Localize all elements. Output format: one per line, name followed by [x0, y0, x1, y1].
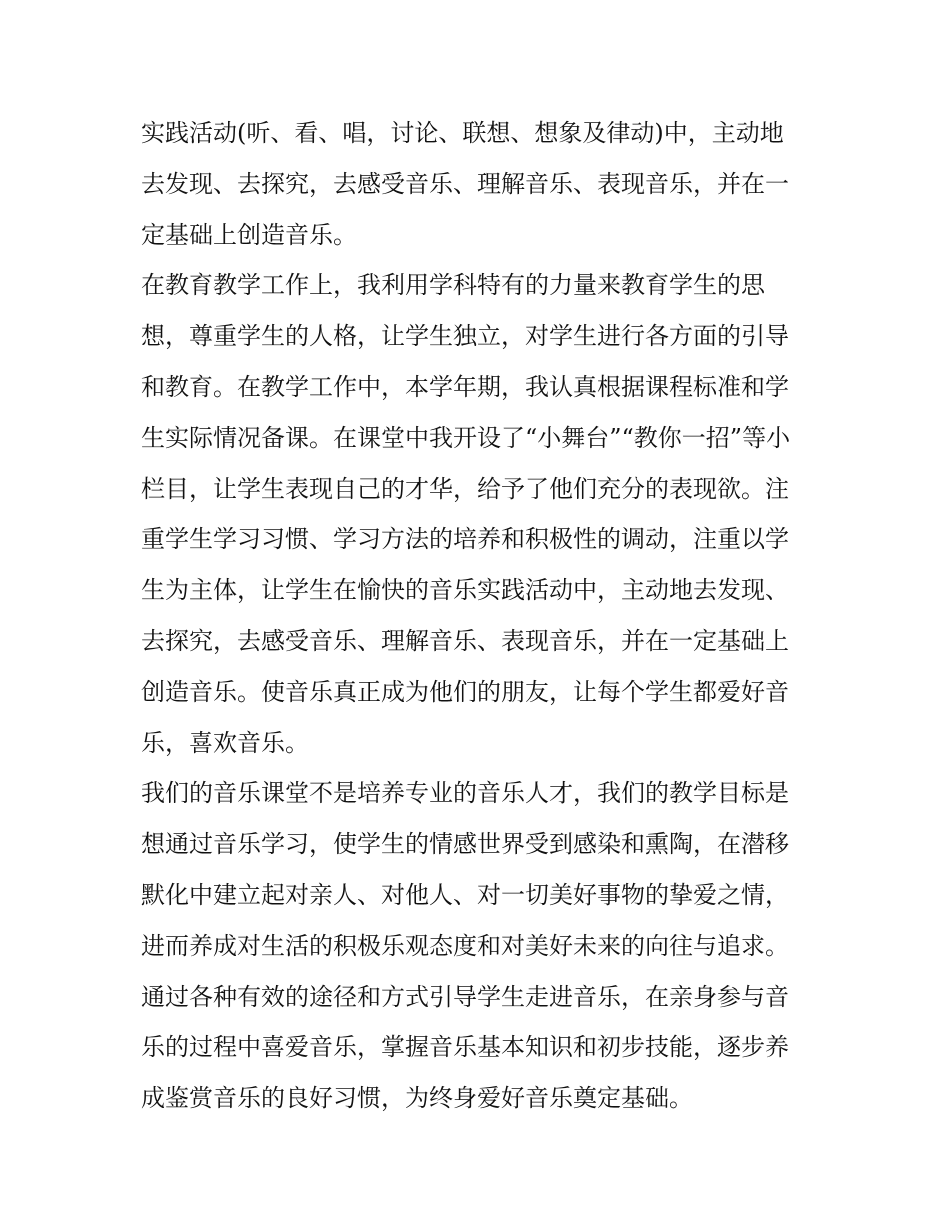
text-line: 进而养成对生活的积极乐观态度和对美好未来的向往与追求。: [141, 931, 789, 960]
text-line: 实践活动(听、看、唱，讨论、联想、想象及律动)中，主动地: [141, 119, 784, 147]
body-text: [141, 108, 813, 1124]
text-line: 成鉴赏音乐的良好习惯，为终身爱好音乐奠定基础。: [141, 1084, 693, 1113]
text-line: 和教育。在教学工作中，本学年期，我认真根据课程标准和学: [141, 372, 789, 401]
text-line: 定基础上创造音乐。: [141, 220, 357, 249]
text-line: 在教育教学工作上，我利用学科特有的力量来教育学生的思: [141, 271, 765, 300]
text-line: 生实际情况备课。在课堂中我开设了“小舞台”“教你一招”等小: [141, 423, 791, 452]
text-line: 我们的音乐课堂不是培养专业的音乐人才，我们的教学目标是: [141, 779, 789, 808]
text-line: 去探究，去感受音乐、理解音乐、表现音乐，并在一定基础上: [141, 626, 789, 655]
text-line: 通过各种有效的途径和方式引导学生走进音乐，在亲身参与音: [141, 982, 789, 1011]
text-line: 乐，喜欢音乐。: [141, 728, 309, 757]
text-line: 栏目，让学生表现自己的才华，给予了他们充分的表现欲。注: [141, 474, 789, 503]
text-line: 乐的过程中喜爱音乐，掌握音乐基本知识和初步技能，逐步养: [141, 1033, 789, 1062]
text-line: 创造音乐。使音乐真正成为他们的朋友，让每个学生都爱好音: [141, 677, 789, 706]
text-line: 默化中建立起对亲人、对他人、对一切美好事物的挚爱之情，: [141, 880, 789, 909]
text-line: 想，尊重学生的人格，让学生独立，对学生进行各方面的引导: [141, 322, 789, 351]
text-line: 去发现、去探究，去感受音乐、理解音乐、表现音乐，并在一: [141, 169, 789, 198]
text-line: 想通过音乐学习，使学生的情感世界受到感染和熏陶，在潜移: [141, 830, 789, 859]
text-line: 重学生学习习惯、学习方法的培养和积极性的调动，注重以学: [141, 525, 789, 554]
text-line: 生为主体，让学生在愉快的音乐实践活动中，主动地去发现、: [141, 576, 789, 605]
